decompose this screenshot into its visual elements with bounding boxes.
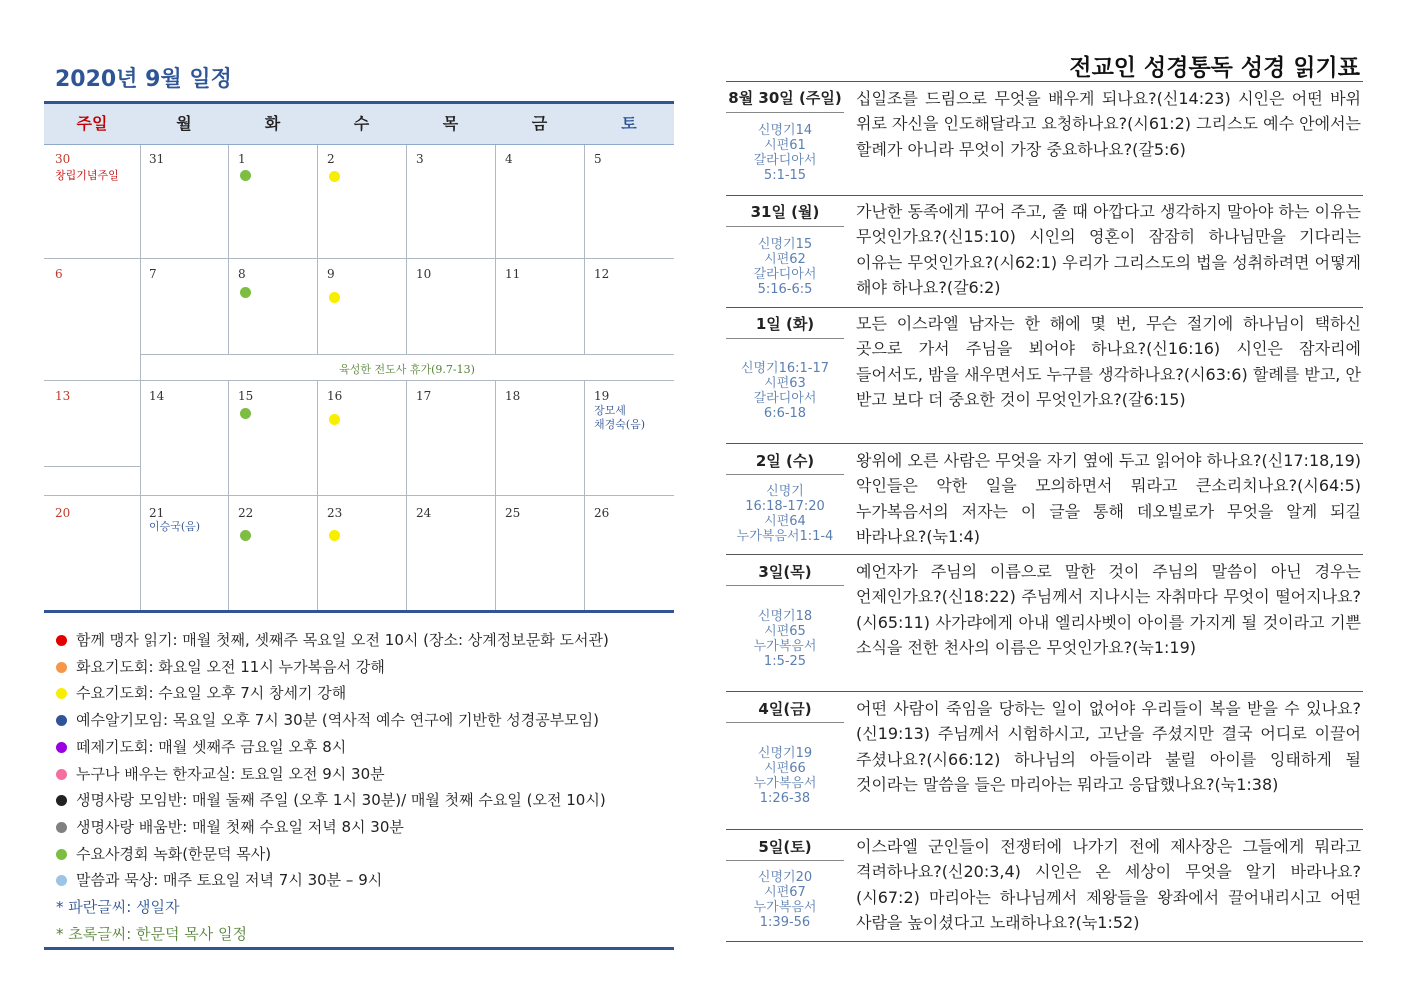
legend-label: 수요기도회: 수요일 오후 7시 창세기 강해	[76, 684, 347, 703]
date-separator	[726, 585, 844, 586]
date-separator	[726, 860, 844, 861]
legend-item	[56, 655, 385, 679]
legend-item	[56, 735, 346, 759]
date-cell: 12	[594, 267, 610, 281]
day-friday: 금	[531, 114, 548, 133]
grid-line	[317, 145, 318, 355]
legend-item	[56, 842, 271, 866]
reading-question: 이스라엘 군인들이 전쟁터에 나가기 전에 제사장은 그들에게 뭐라고 격려하나요?(신20:3,4) 시인은 온 세상이 무엇을 알기 바라나요?(시67:2) 마리아는 하나님께서 제왕들을 왕좌에서 끌어내리시고 어떤 사람을 높이셨다고 노래하나요?(눅1:52)	[856, 837, 1361, 933]
day-saturday: 토	[621, 114, 637, 133]
green-dot-icon	[240, 408, 251, 419]
event-vacation-banner: 육성한 전도사 휴가(9.7-13)	[339, 363, 475, 376]
date-cell: 16	[327, 389, 343, 403]
reading-date: 3일(목)	[758, 563, 812, 581]
grid-line	[140, 354, 674, 355]
reading-passages: 신명기15 시편62 갈라디아서 5:16-6:5	[753, 237, 817, 297]
event-birthday: 이승국(음)	[149, 520, 201, 533]
date-cell: 31	[149, 152, 165, 166]
date-separator	[726, 226, 844, 227]
legend-label: 화요기도회: 화요일 오전 11시 누가복음서 강해	[76, 657, 385, 676]
reading-question: 가난한 동족에게 꾸어 주고, 줄 때 아깝다고 생각하지 말아야 하는 이유는 무엇인가요?(신15:10) 시인의 영혼이 잠잠히 하나님만을 기다리는 이유는 무엇인가요?(시62:1) 우리가 그리스도의 법을 성취하려면 어떻게 해야 하나요?(갈6:2)	[856, 202, 1361, 298]
green-dot-icon	[240, 287, 251, 298]
event-anniversary-sunday: 창립기념주일	[55, 169, 119, 182]
date-cell: 30	[55, 152, 71, 166]
green-dot-icon	[240, 170, 251, 181]
light-blue-dot-icon	[56, 875, 67, 886]
legend-label: 누구나 배우는 한자교실: 토요일 오전 9시 30분	[76, 764, 385, 783]
calendar-title: 2020년 9월 일정	[55, 67, 232, 92]
calendar-bottom-rule	[44, 610, 674, 613]
reading-table-title: 전교인 성경통독 성경 읽기표	[1069, 55, 1360, 81]
date-cell: 2	[327, 152, 335, 166]
date-cell: 21	[149, 506, 165, 520]
date-cell: 8	[238, 267, 246, 281]
date-separator	[726, 722, 844, 723]
reading-date: 4일(금)	[758, 700, 812, 718]
grid-line	[140, 145, 141, 610]
reading-date: 1일 (화)	[755, 315, 815, 333]
date-separator	[726, 112, 844, 113]
day-sunday: 주일	[76, 114, 108, 133]
date-cell: 19	[594, 389, 610, 403]
grid-line	[44, 258, 674, 259]
legend-item	[56, 708, 599, 732]
legend-label: 말씀과 묵상: 매주 토요일 저녁 7시 30분 – 9시	[76, 871, 383, 890]
legend-note-birthday: * 파란글씨: 생일자	[56, 898, 180, 916]
reading-row	[726, 307, 1363, 443]
table-rule	[726, 941, 1363, 942]
reading-date: 8월 30일 (주일)	[728, 89, 842, 107]
yellow-dot-icon	[329, 292, 340, 303]
date-cell: 3	[416, 152, 424, 166]
date-cell: 7	[149, 267, 157, 281]
event-birthday: 장모세 채경숙(음)	[594, 404, 646, 431]
legend-label: 함께 맹자 읽기: 매월 첫째, 셋째주 목요일 오전 10시 (장소: 상계정보문화 도서관)	[76, 631, 609, 649]
reading-row	[726, 554, 1363, 691]
reading-date: 5일(토)	[758, 838, 812, 856]
date-cell: 11	[505, 267, 521, 281]
reading-row	[726, 443, 1363, 554]
green-dot-icon	[240, 530, 251, 541]
legend-item	[56, 788, 606, 812]
legend-item	[56, 815, 404, 839]
date-cell: 26	[594, 506, 610, 520]
yellow-dot-icon	[329, 530, 340, 541]
black-dot-icon	[56, 795, 67, 806]
legend-bottom-rule	[44, 947, 674, 950]
purple-dot-icon	[56, 742, 67, 753]
reading-date: 31일 (월)	[750, 203, 820, 221]
date-cell: 10	[416, 267, 432, 281]
reading-passages: 신명기20 시편67 누가복음서 1:39-56	[753, 870, 817, 930]
grid-line	[44, 466, 140, 467]
reading-row	[726, 829, 1363, 941]
legend-item	[56, 868, 382, 892]
date-cell: 5	[594, 152, 602, 166]
reading-date: 2일 (수)	[755, 452, 815, 470]
date-cell: 23	[327, 506, 343, 520]
reading-question: 왕위에 오른 사람은 무엇을 자기 옆에 두고 읽어야 하나요?(신17:18,19) 악인들은 악한 일을 모의하면서 뭐라고 큰소리치나요?(시64:5) 누가복음서의 저자는 이 글을 통해 데오빌로가 무엇을 알게 되길 바라나요?(눅1:4)	[856, 451, 1361, 547]
date-cell: 24	[416, 506, 432, 520]
reading-question: 십일조를 드림으로 무엇을 배우게 되나요?(신14:23) 시인은 어떤 바위 위로 자신을 인도해달라고 요청하나요?(시61:2) 그리스도 예수 안에서는 할례가 아니라 무엇이 가장 중요하나요?(갈5:6)	[856, 89, 1361, 159]
reading-passages: 신명기18 시편65 누가복음서 1:5-25	[753, 609, 817, 669]
date-cell: 9	[327, 267, 335, 281]
orange-dot-icon	[56, 662, 67, 673]
date-cell: 4	[505, 152, 513, 166]
reading-row	[726, 691, 1363, 829]
green-dot-icon	[56, 849, 67, 860]
date-cell: 17	[416, 389, 432, 403]
date-cell: 20	[55, 506, 71, 520]
grid-line	[495, 145, 496, 355]
date-cell: 25	[505, 506, 521, 520]
date-cell: 22	[238, 506, 254, 520]
red-dot-icon	[56, 635, 67, 646]
reading-passages: 신명기 16:18-17:20 시편64 누가복음서1:1-4	[736, 484, 834, 544]
grid-line	[406, 145, 407, 355]
legend-note-pastor: * 초록글씨: 한문덕 목사 일정	[56, 924, 248, 943]
date-cell: 6	[55, 267, 63, 281]
legend-label: 생명사랑 모임반: 매월 둘째 주일 (오후 1시 30분)/ 매월 첫째 수요일 (오전 10시)	[76, 791, 606, 810]
pink-dot-icon	[56, 769, 67, 780]
grid-line	[584, 145, 585, 355]
gray-dot-icon	[56, 822, 67, 833]
legend-item	[56, 762, 385, 786]
yellow-dot-icon	[56, 688, 67, 699]
grid-line	[44, 495, 674, 496]
date-separator	[726, 474, 844, 475]
yellow-dot-icon	[329, 414, 340, 425]
reading-row	[726, 81, 1363, 195]
day-tuesday: 화	[264, 114, 281, 133]
legend-label: 예수알기모임: 목요일 오후 7시 30분 (역사적 예수 연구에 기반한 성경공부모임)	[76, 711, 600, 730]
date-separator	[726, 338, 844, 339]
reading-row	[726, 195, 1363, 307]
day-monday: 월	[176, 114, 192, 133]
reading-passages: 신명기14 시편61 갈라디아서 5:1-15	[753, 123, 817, 183]
legend-label: 수요사경회 녹화(한문덕 목사)	[76, 844, 272, 863]
calendar	[44, 101, 674, 613]
legend-label: 떼제기도회: 매월 셋째주 금요일 오후 8시	[76, 737, 347, 756]
date-cell: 15	[238, 389, 254, 403]
grid-line	[228, 145, 229, 355]
reading-passages: 신명기16:1-17 시편63 갈라디아서 6:6-18	[740, 361, 830, 421]
day-wednesday: 수	[353, 114, 370, 133]
grid-line	[44, 380, 674, 381]
date-cell: 13	[55, 389, 71, 403]
legend-item	[56, 681, 346, 705]
yellow-dot-icon	[329, 171, 340, 182]
reading-passages: 신명기19 시편66 누가복음서 1:26-38	[753, 746, 817, 806]
legend-item	[56, 628, 609, 652]
date-cell: 1	[238, 152, 246, 166]
date-cell: 14	[149, 389, 165, 403]
date-cell: 18	[505, 389, 521, 403]
navy-dot-icon	[56, 715, 67, 726]
legend-label: 생명사랑 배움반: 매월 첫째 수요일 저녁 8시 30분	[76, 817, 404, 836]
reading-question: 어떤 사람이 죽임을 당하는 일이 없어야 우리들이 복을 받을 수 있나요?(신19:13) 주님께서 시험하시고, 고난을 주셨지만 결국 어디로 이끌어 주셨나요?(시66:12) 하나님의 아들이라 불릴 아이를 잉태하게 될 것이라는 말씀을 들은 마리아는 뭐라고 응답했나요?(눅1:38)	[856, 699, 1361, 795]
day-thursday: 목	[442, 114, 459, 133]
reading-question: 모든 이스라엘 남자는 한 해에 몇 번, 무슨 절기에 하나님이 택하신 곳으로 가서 주님을 뵈어야 하나요?(신16:16) 시인은 잠자리에 들어서도, 밤을 새우면서도 누구를 생각하나요?(시63:6) 할례를 받고, 안 받고 보다 더 중요한 것이 무엇인가요?(갈6:15)	[856, 314, 1361, 410]
reading-question: 예언자가 주님의 이름으로 말한 것이 주님의 말씀이 아닌 경우는 언제인가요?(신18:22) 주님께서 지나시는 자취마다 무엇이 떨어지나요?(시65:11) 사가랴에게 아내 엘리사벳이 아이를 가지게 될 것이라고 기쁜 소식을 전한 천사의 이름은 무엇인가요?(눅1:19)	[856, 562, 1361, 658]
